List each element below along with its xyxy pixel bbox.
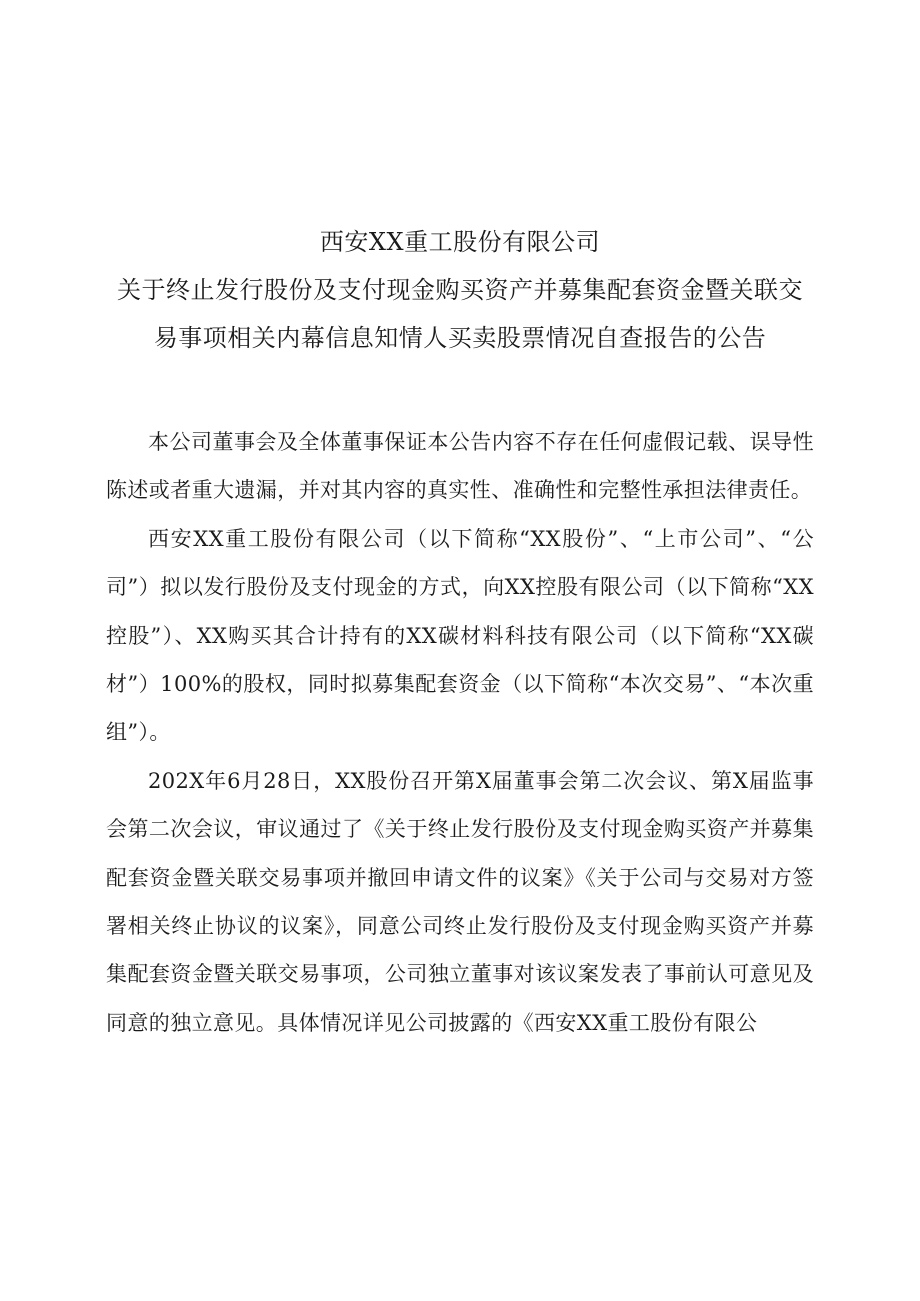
announcement-title-line-2: 易事项相关内幕信息知情人买卖股票情况自查报告的公告 [153, 324, 767, 352]
company-name-heading: 西安XX重工股份有限公司 [319, 228, 601, 256]
announcement-body [106, 418, 814, 1047]
termination-resolution-paragraph: 202X年6月28日，XX股份召开第X届董事会第二次会议、第X届监事会第二次会议，审议通过了《关于终止发行股份及支付现金购买资产并募集配套资金暨关联交易事项并撤回申请文件的议案》《关于公司与交易对方签署相关终止协议的议案》，同意公司终止发行股份及支付现金购买资产并募集配套资金暨关联交易事项，公司独立董事对该议案发表了事前认可意见及同意的独立意见。具体情况详见公司披露的《西安XX重工股份有限公 [106, 768, 814, 1035]
transaction-overview-paragraph: 西安XX重工股份有限公司（以下简称“XX股份”、“上市公司”、“公司”）拟以发行股份及支付现金的方式，向XX控股有限公司（以下简称“XX控股”）、XX购买其合计持有的XX碳材料科技有限公司（以下简称“XX碳材”）100%的股权，同时拟募集配套资金（以下简称“本次交易”、“本次重组”）。 [106, 526, 814, 745]
board-guarantee-paragraph: 本公司董事会及全体董事保证本公告内容不存在任何虚假记载、误导性陈述或者重大遗漏，并对其内容的真实性、准确性和完整性承担法律责任。 [106, 430, 814, 503]
announcement-title [100, 218, 820, 362]
announcement-title-line-1: 关于终止发行股份及支付现金购买资产并募集配套资金暨关联交 [117, 276, 803, 304]
